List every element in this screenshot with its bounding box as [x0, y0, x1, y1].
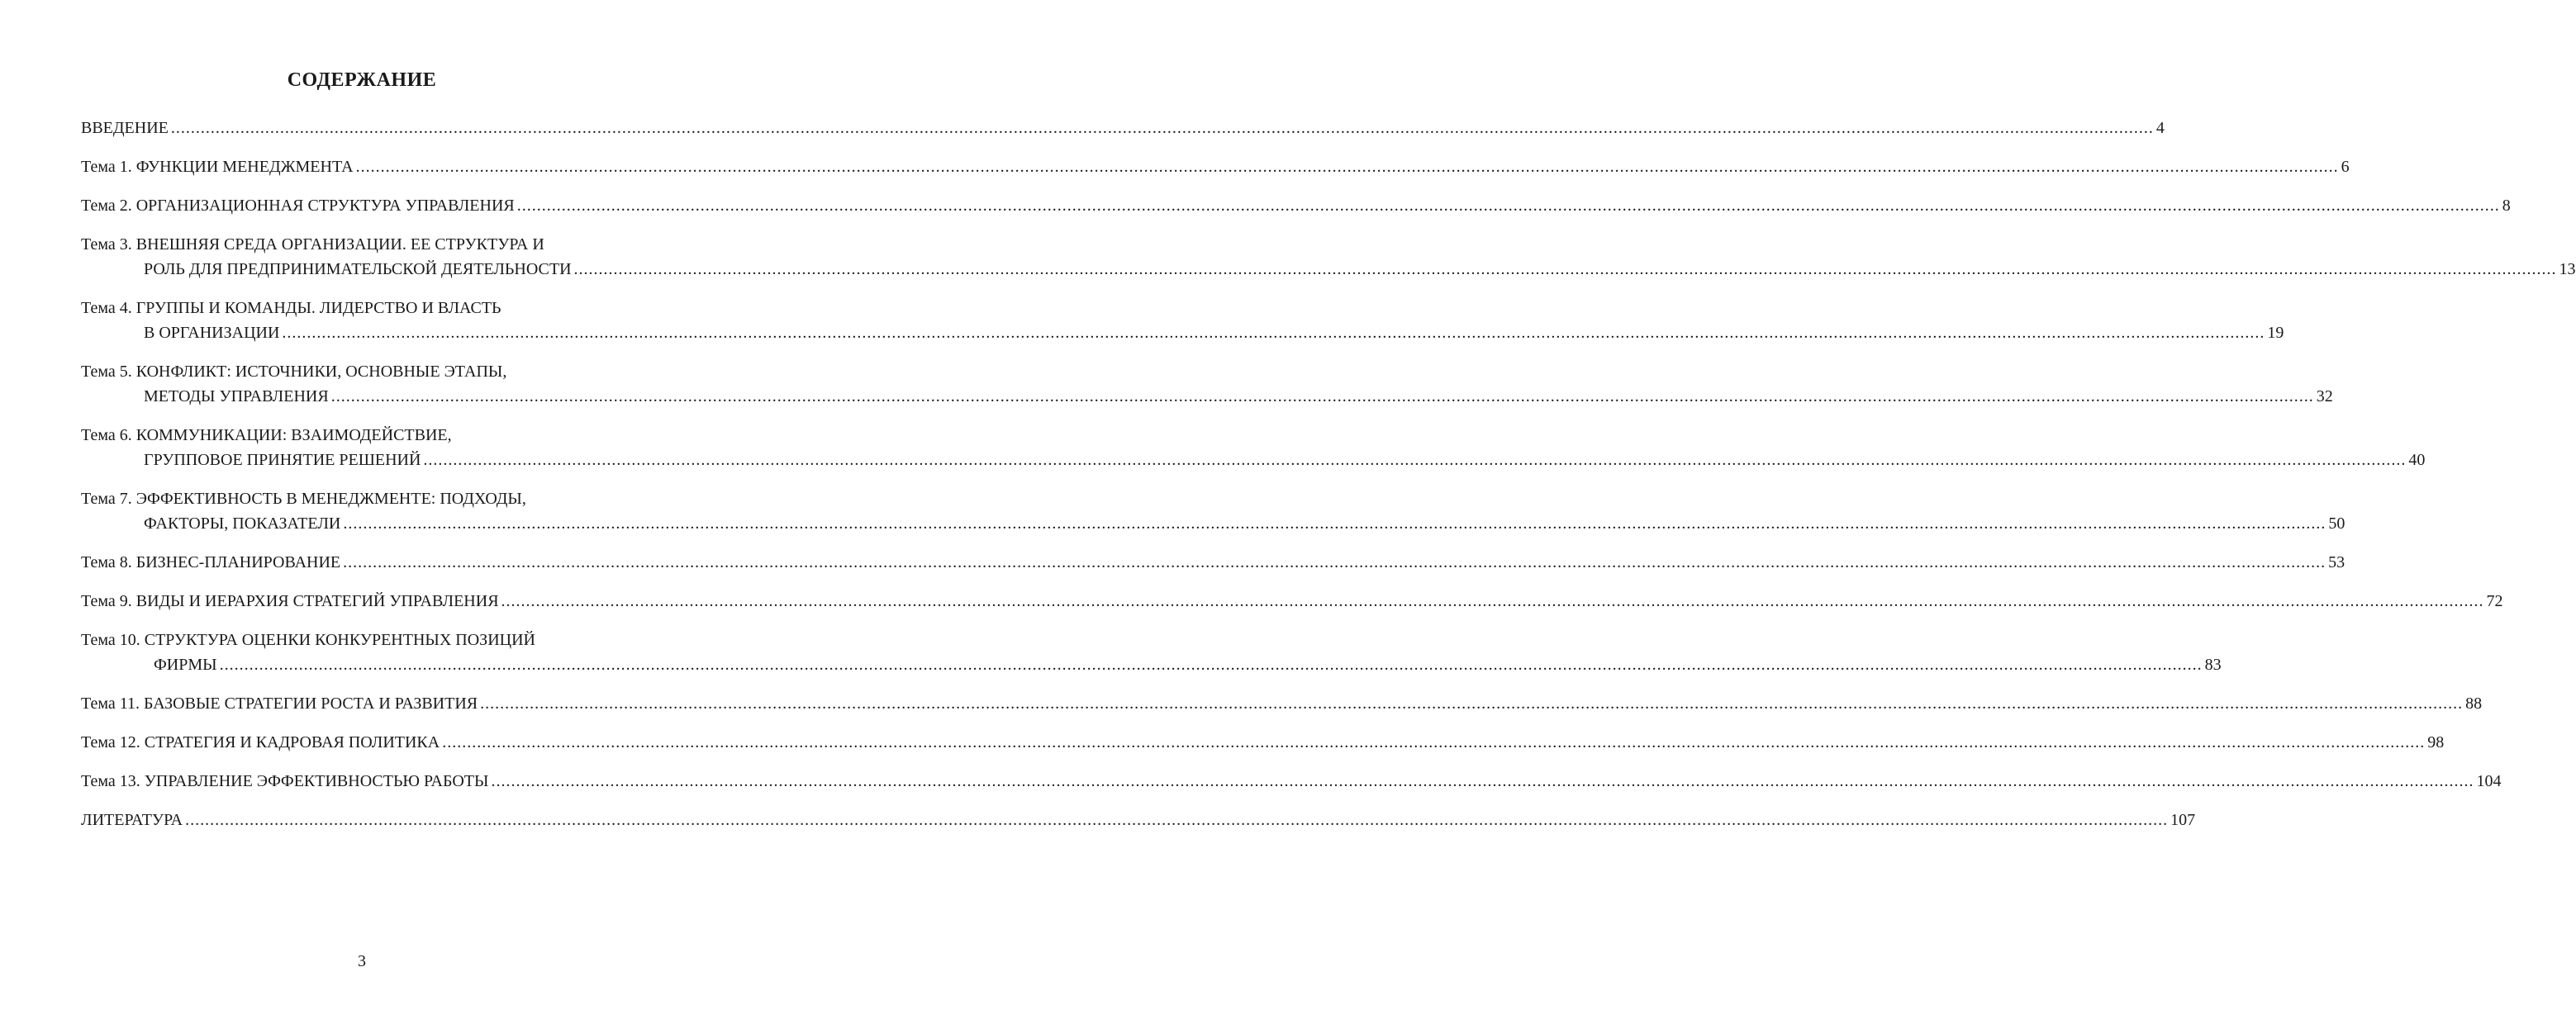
toc-entry-title-line1: Тема 7. ЭФФЕКТИВНОСТЬ В МЕНЕДЖМЕНТЕ: ПОДХОДЫ,	[81, 490, 526, 508]
page-number: 3	[358, 952, 366, 970]
toc-page-number: 32	[2316, 387, 2333, 405]
toc-line	[81, 320, 2284, 345]
toc-line	[81, 691, 2483, 716]
toc-entry-topic-13[interactable]	[81, 769, 2502, 794]
toc-line	[81, 193, 2511, 218]
dot-leader: ................................................................................................................................................................................................................................................................................................................................................................................................................	[516, 197, 2500, 215]
page-title: СОДЕРЖАНИЕ	[287, 69, 437, 91]
toc-page-number: 4	[2155, 119, 2165, 137]
toc-entry-title: РОЛЬ ДЛЯ ПРЕДПРИНИМАТЕЛЬСКОЙ ДЕЯТЕЛЬНОСТИ	[144, 260, 572, 278]
dot-leader: ................................................................................................................................................................................................................................................................................................................................................................................................................	[423, 451, 2407, 469]
dot-leader: ................................................................................................................................................................................................................................................................................................................................................................................................................	[573, 260, 2557, 278]
toc-entry-title-line1: Тема 5. КОНФЛИКТ: ИСТОЧНИКИ, ОСНОВНЫЕ ЭТАПЫ,	[81, 363, 507, 381]
toc-page-number: 83	[2204, 656, 2222, 674]
dot-leader: ................................................................................................................................................................................................................................................................................................................................................................................................................	[343, 553, 2326, 571]
dot-leader: ................................................................................................................................................................................................................................................................................................................................................................................................................	[330, 387, 2314, 405]
dot-leader: ................................................................................................................................................................................................................................................................................................................................................................................................................	[501, 592, 2484, 610]
toc-page-number: 53	[2328, 553, 2345, 571]
toc-entry-topic-9[interactable]	[81, 589, 2503, 614]
toc-line	[81, 116, 2165, 140]
toc-entry-title: Тема 13. УПРАВЛЕНИЕ ЭФФЕКТИВНОСТЬЮ РАБОТЫ	[81, 772, 489, 790]
toc-entry-title-line1: Тема 4. ГРУППЫ И КОМАНДЫ. ЛИДЕРСТВО И ВЛАСТЬ	[81, 299, 501, 317]
toc-page-number: 19	[2267, 324, 2284, 342]
toc-entry-topic-7[interactable]	[81, 486, 2345, 536]
toc-entry-title: ЛИТЕРАТУРА	[81, 811, 183, 829]
toc-page-number: 72	[2486, 592, 2503, 610]
toc-entry-topic-5[interactable]	[81, 359, 2333, 409]
dot-leader: ................................................................................................................................................................................................................................................................................................................................................................................................................	[170, 119, 2154, 137]
toc-line	[81, 589, 2503, 614]
toc-entry-title: ФИРМЫ	[154, 656, 217, 674]
toc-entry-title: Тема 9. ВИДЫ И ИЕРАРХИЯ СТРАТЕГИЙ УПРАВЛЕНИЯ	[81, 592, 499, 610]
toc-entry-literature[interactable]	[81, 808, 2196, 832]
toc-entry-title: Тема 2. ОРГАНИЗАЦИОННАЯ СТРУКТУРА УПРАВЛЕНИЯ	[81, 197, 515, 215]
toc-line	[81, 730, 2445, 755]
dot-leader: ................................................................................................................................................................................................................................................................................................................................................................................................................	[343, 514, 2326, 533]
toc-line	[81, 808, 2196, 832]
dot-leader: ................................................................................................................................................................................................................................................................................................................................................................................................................	[480, 695, 2464, 713]
toc-line	[81, 511, 2345, 536]
toc-entry-topic-2[interactable]	[81, 193, 2511, 218]
dot-leader: ................................................................................................................................................................................................................................................................................................................................................................................................................	[219, 656, 2203, 674]
toc-entry-title-line1: Тема 10. СТРУКТУРА ОЦЕНКИ КОНКУРЕНТНЫХ ПОЗИЦИЙ	[81, 631, 535, 649]
toc-entry-title: ВВЕДЕНИЕ	[81, 119, 169, 137]
toc-line	[81, 448, 2426, 472]
toc-page-number: 107	[2170, 811, 2196, 829]
toc-line	[81, 257, 2576, 282]
toc-entry-topic-6[interactable]	[81, 423, 2426, 472]
toc-line	[81, 652, 2222, 677]
toc-entry-title: Тема 8. БИЗНЕС-ПЛАНИРОВАНИЕ	[81, 553, 341, 571]
toc-entry-title: Тема 1. ФУНКЦИИ МЕНЕДЖМЕНТА	[81, 158, 354, 176]
toc-entry-title: ФАКТОРЫ, ПОКАЗАТЕЛИ	[144, 514, 341, 533]
toc-page-number: 13	[2559, 260, 2576, 278]
toc-line	[81, 154, 2350, 179]
toc-entry-topic-12[interactable]	[81, 730, 2445, 755]
toc-entry-topic-11[interactable]	[81, 691, 2483, 716]
table-of-contents	[81, 116, 2576, 829]
toc-entry-topic-8[interactable]	[81, 550, 2345, 575]
toc-entry-title-line1: Тема 3. ВНЕШНЯЯ СРЕДА ОРГАНИЗАЦИИ. ЕЕ СТРУКТУРА И	[81, 235, 544, 254]
toc-entry-topic-1[interactable]	[81, 154, 2350, 179]
toc-page-number: 104	[2476, 772, 2502, 790]
toc-entry-title: МЕТОДЫ УПРАВЛЕНИЯ	[144, 387, 329, 405]
toc-entry-introduction[interactable]	[81, 116, 2165, 140]
toc-page-number: 98	[2427, 733, 2445, 751]
toc-entry-topic-10[interactable]	[81, 628, 2222, 677]
toc-page-number: 6	[2341, 158, 2350, 176]
toc-entry-topic-4[interactable]	[81, 296, 2284, 345]
toc-entry-title: Тема 11. БАЗОВЫЕ СТРАТЕГИИ РОСТА И РАЗВИТИЯ	[81, 695, 478, 713]
dot-leader: ................................................................................................................................................................................................................................................................................................................................................................................................................	[355, 158, 2339, 176]
toc-entry-title: ГРУППОВОЕ ПРИНЯТИЕ РЕШЕНИЙ	[144, 451, 421, 469]
dot-leader: ................................................................................................................................................................................................................................................................................................................................................................................................................	[491, 772, 2474, 790]
toc-line	[81, 769, 2502, 794]
toc-page-number: 50	[2328, 514, 2345, 533]
dot-leader: ................................................................................................................................................................................................................................................................................................................................................................................................................	[442, 733, 2426, 751]
toc-entry-topic-3[interactable]	[81, 232, 2576, 282]
toc-entry-title-line1: Тема 6. КОММУНИКАЦИИ: ВЗАИМОДЕЙСТВИЕ,	[81, 426, 452, 444]
dot-leader: ................................................................................................................................................................................................................................................................................................................................................................................................................	[185, 811, 2169, 829]
toc-line	[81, 550, 2345, 575]
toc-page-number: 40	[2408, 451, 2426, 469]
dot-leader: ................................................................................................................................................................................................................................................................................................................................................................................................................	[282, 324, 2265, 342]
toc-entry-title: В ОРГАНИЗАЦИИ	[144, 324, 280, 342]
toc-entry-title: Тема 12. СТРАТЕГИЯ И КАДРОВАЯ ПОЛИТИКА	[81, 733, 440, 751]
toc-page-number: 88	[2465, 695, 2483, 713]
toc-line	[81, 384, 2333, 409]
toc-page-number: 8	[2502, 197, 2511, 215]
